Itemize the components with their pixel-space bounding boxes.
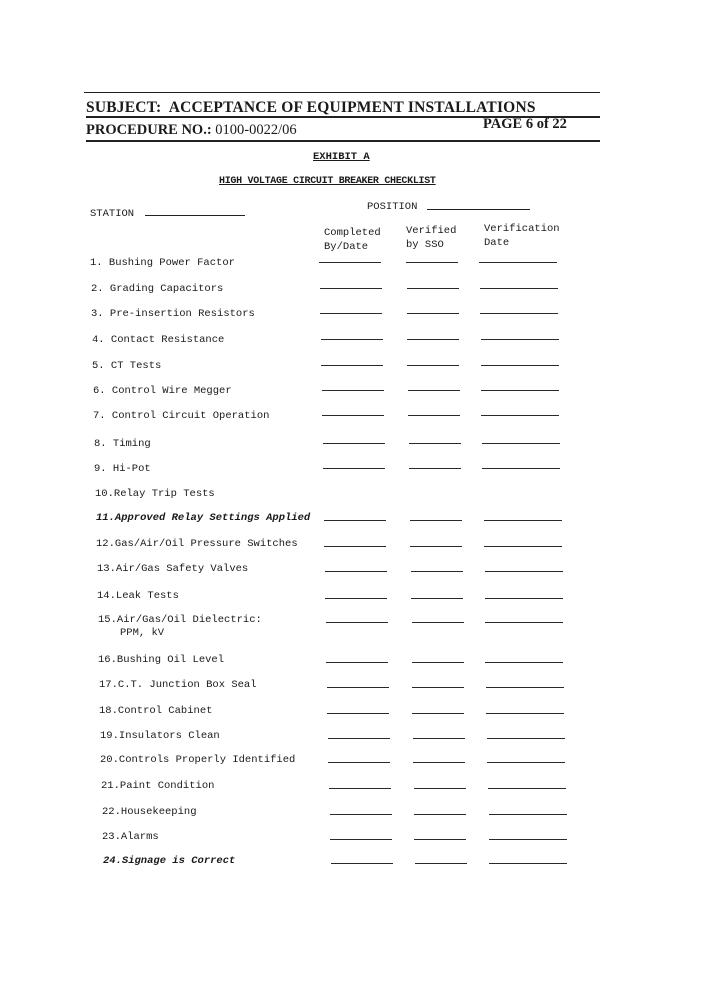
checklist-item-label: 17.C.T. Junction Box Seal xyxy=(99,679,257,691)
verified-by-sso-line[interactable] xyxy=(412,713,464,714)
verified-by-sso-line[interactable] xyxy=(408,390,460,391)
checklist-item-label: 9. Hi-Pot xyxy=(94,463,151,475)
checklist-item-label: 8. Timing xyxy=(94,438,151,450)
verified-by-sso-line[interactable] xyxy=(411,571,463,572)
checklist-item-label: 1. Bushing Power Factor xyxy=(90,257,235,269)
checklist-item-label: 13.Air/Gas Safety Valves xyxy=(97,563,249,575)
verification-date-line[interactable] xyxy=(484,546,562,547)
verification-date-line[interactable] xyxy=(480,313,558,314)
verification-date-line[interactable] xyxy=(481,415,559,416)
verified-by-sso-line[interactable] xyxy=(414,839,466,840)
checklist-item-label: 11.Approved Relay Settings Applied xyxy=(96,512,311,524)
checklist-item-label: 3. Pre-insertion Resistors xyxy=(91,308,255,320)
verification-date-line[interactable] xyxy=(484,520,562,521)
completed-by-date-line[interactable] xyxy=(331,863,393,864)
column-header-verification-date: Verification Date xyxy=(484,223,560,249)
checklist-item-label: 4. Contact Resistance xyxy=(92,334,225,346)
verified-by-sso-line[interactable] xyxy=(407,313,459,314)
verified-by-sso-line[interactable] xyxy=(413,738,465,739)
procedure-number: 0100-0022/06 xyxy=(215,122,297,138)
checklist-item-label: 21.Paint Condition xyxy=(101,780,215,792)
completed-by-date-line[interactable] xyxy=(329,788,391,789)
verified-by-sso-line[interactable] xyxy=(412,687,464,688)
verified-by-sso-line[interactable] xyxy=(408,415,460,416)
header-bottom-rule xyxy=(86,140,600,142)
checklist-item-label: 15.Air/Gas/Oil Dielectric: PPM, kV xyxy=(98,614,262,639)
completed-by-date-line[interactable] xyxy=(319,262,381,263)
completed-by-date-line[interactable] xyxy=(327,687,389,688)
procedure-line xyxy=(86,122,297,139)
verified-by-sso-line[interactable] xyxy=(413,762,465,763)
verified-by-sso-line[interactable] xyxy=(407,365,459,366)
verified-by-sso-line[interactable] xyxy=(410,546,462,547)
verification-date-line[interactable] xyxy=(489,839,567,840)
position-field[interactable] xyxy=(427,209,530,210)
completed-by-date-line[interactable] xyxy=(321,339,383,340)
verification-date-line[interactable] xyxy=(479,262,557,263)
verified-by-sso-line[interactable] xyxy=(407,288,459,289)
exhibit-label: EXHIBIT A xyxy=(313,151,370,163)
completed-by-date-line[interactable] xyxy=(320,313,382,314)
verification-date-line[interactable] xyxy=(486,713,564,714)
verified-by-sso-line[interactable] xyxy=(407,339,459,340)
column-header-completed: Completed By/Date xyxy=(324,227,381,253)
checklist-item-label: 14.Leak Tests xyxy=(97,590,179,602)
station-field[interactable] xyxy=(145,215,245,216)
completed-by-date-line[interactable] xyxy=(325,598,387,599)
verification-date-line[interactable] xyxy=(480,288,558,289)
checklist-item-label: 7. Control Circuit Operation xyxy=(93,410,270,422)
checklist-item-label: 19.Insulators Clean xyxy=(100,730,220,742)
completed-by-date-line[interactable] xyxy=(328,738,390,739)
verified-by-sso-line[interactable] xyxy=(410,520,462,521)
verified-by-sso-line[interactable] xyxy=(412,662,464,663)
checklist-item-label: 18.Control Cabinet xyxy=(99,705,213,717)
completed-by-date-line[interactable] xyxy=(321,365,383,366)
completed-by-date-line[interactable] xyxy=(325,571,387,572)
verification-date-line[interactable] xyxy=(485,622,563,623)
verification-date-line[interactable] xyxy=(485,662,563,663)
completed-by-date-line[interactable] xyxy=(323,468,385,469)
verification-date-line[interactable] xyxy=(481,365,559,366)
verification-date-line[interactable] xyxy=(489,814,567,815)
verified-by-sso-line[interactable] xyxy=(406,262,458,263)
subject-line xyxy=(86,99,536,117)
completed-by-date-line[interactable] xyxy=(328,762,390,763)
verification-date-line[interactable] xyxy=(482,468,560,469)
verification-date-line[interactable] xyxy=(489,863,567,864)
verification-date-line[interactable] xyxy=(485,571,563,572)
header-top-rule xyxy=(84,92,600,93)
verification-date-line[interactable] xyxy=(487,762,565,763)
completed-by-date-line[interactable] xyxy=(326,662,388,663)
completed-by-date-line[interactable] xyxy=(322,390,384,391)
page-number: PAGE 6 of 22 xyxy=(483,116,567,132)
checklist-item-label: 5. CT Tests xyxy=(92,360,162,372)
completed-by-date-line[interactable] xyxy=(324,520,386,521)
verification-date-line[interactable] xyxy=(481,390,559,391)
subject-label: SUBJECT: xyxy=(86,99,162,116)
verified-by-sso-line[interactable] xyxy=(412,622,464,623)
verification-date-line[interactable] xyxy=(482,443,560,444)
completed-by-date-line[interactable] xyxy=(324,546,386,547)
verified-by-sso-line[interactable] xyxy=(414,814,466,815)
verification-date-line[interactable] xyxy=(488,788,566,789)
checklist-item-label: 6. Control Wire Megger xyxy=(93,385,232,397)
verified-by-sso-line[interactable] xyxy=(411,598,463,599)
checklist-item-label: 22.Housekeeping xyxy=(102,806,197,818)
completed-by-date-line[interactable] xyxy=(330,839,392,840)
position-label: POSITION xyxy=(367,201,418,213)
verified-by-sso-line[interactable] xyxy=(414,788,466,789)
verification-date-line[interactable] xyxy=(486,687,564,688)
verification-date-line[interactable] xyxy=(487,738,565,739)
verification-date-line[interactable] xyxy=(485,598,563,599)
checklist-item-label: 12.Gas/Air/Oil Pressure Switches xyxy=(96,538,298,550)
completed-by-date-line[interactable] xyxy=(320,288,382,289)
checklist-item-label: 20.Controls Properly Identified xyxy=(100,754,296,766)
checklist-item-label: 24.Signage is Correct xyxy=(103,855,236,867)
checklist-title: HIGH VOLTAGE CIRCUIT BREAKER CHECKLIST xyxy=(219,176,436,187)
verified-by-sso-line[interactable] xyxy=(415,863,467,864)
checklist-item-label: 23.Alarms xyxy=(102,831,159,843)
checklist-item-label: 16.Bushing Oil Level xyxy=(98,654,225,666)
completed-by-date-line[interactable] xyxy=(326,622,388,623)
completed-by-date-line[interactable] xyxy=(327,713,389,714)
checklist-item-label: 2. Grading Capacitors xyxy=(91,283,224,295)
station-label: STATION xyxy=(90,208,135,220)
completed-by-date-line[interactable] xyxy=(323,443,385,444)
column-header-verified: Verified by SSO xyxy=(406,225,457,251)
completed-by-date-line[interactable] xyxy=(322,415,384,416)
procedure-label: PROCEDURE NO.: xyxy=(86,122,212,138)
checklist-item-label: 10.Relay Trip Tests xyxy=(95,488,215,500)
verified-by-sso-line[interactable] xyxy=(409,443,461,444)
verification-date-line[interactable] xyxy=(481,339,559,340)
completed-by-date-line[interactable] xyxy=(330,814,392,815)
verified-by-sso-line[interactable] xyxy=(409,468,461,469)
subject-text: ACCEPTANCE OF EQUIPMENT INSTALLATIONS xyxy=(168,99,536,116)
